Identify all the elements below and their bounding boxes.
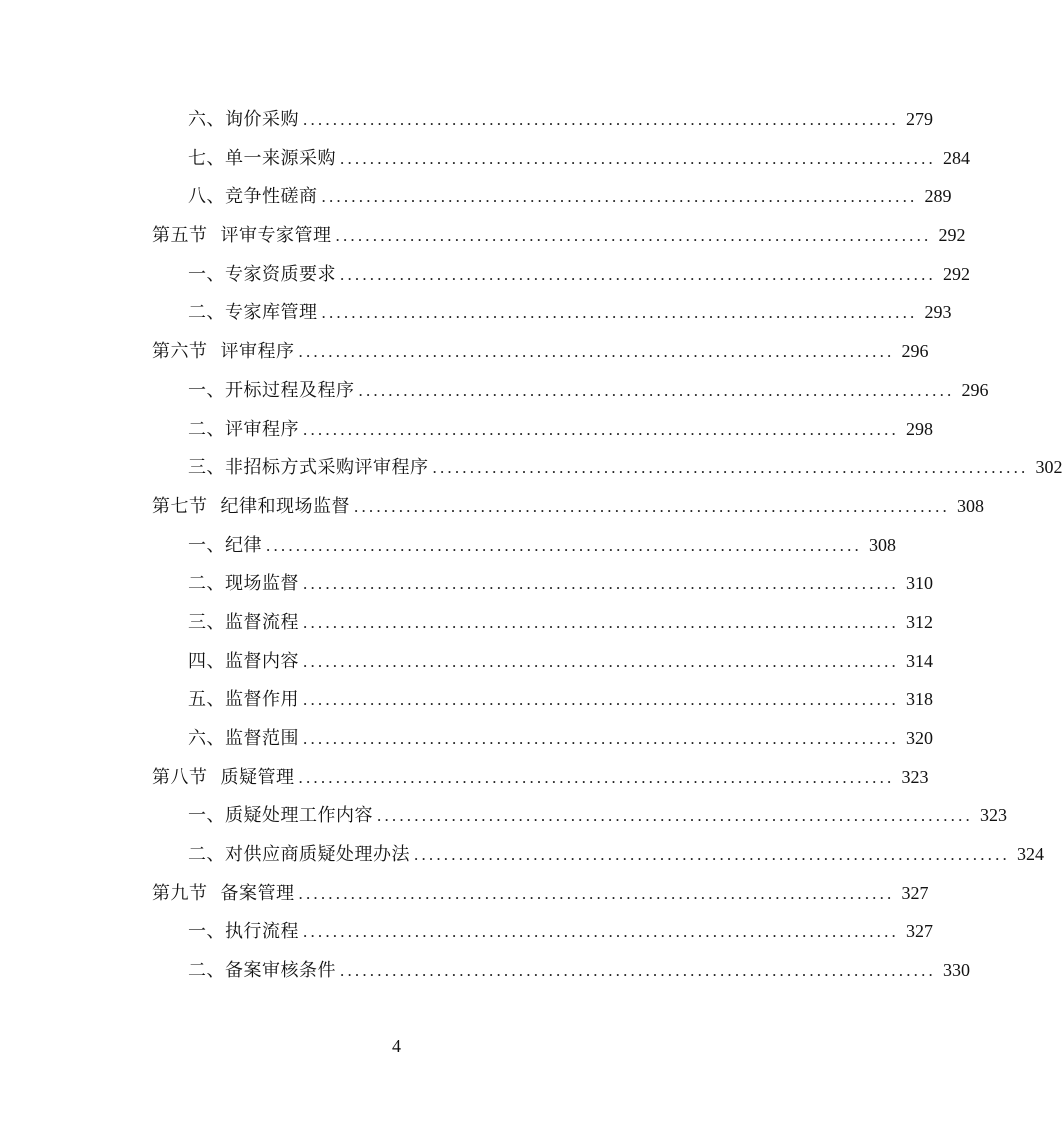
toc-entry-label: 监督作用 bbox=[225, 689, 299, 711]
toc-entry-title bbox=[188, 797, 373, 836]
toc-entry-number: 第五节 bbox=[152, 225, 208, 247]
toc-entry-number: 一、 bbox=[188, 379, 225, 401]
toc-entry-page: 296 bbox=[901, 341, 929, 362]
toc-entry[interactable] bbox=[152, 835, 1044, 874]
toc-entry-page: 308 bbox=[869, 534, 896, 555]
toc-entry-page: 308 bbox=[957, 495, 984, 516]
toc-entry-page: 310 bbox=[906, 573, 933, 594]
toc-entry[interactable] bbox=[152, 371, 989, 410]
toc-leader-dots: ................................................................................ bbox=[303, 612, 899, 632]
toc-entry-number: 第六节 bbox=[152, 341, 208, 363]
toc-entry-label: 质疑管理 bbox=[220, 766, 295, 788]
toc-entry-page: 296 bbox=[961, 379, 989, 400]
toc-entry-page: 298 bbox=[906, 418, 933, 439]
toc-section-entry[interactable] bbox=[152, 332, 929, 371]
toc-entry[interactable] bbox=[152, 719, 933, 758]
toc-entry-title bbox=[188, 913, 299, 952]
toc-entry-title bbox=[152, 488, 350, 527]
toc-entry-label: 执行流程 bbox=[225, 921, 299, 943]
toc-entry[interactable] bbox=[152, 448, 1063, 487]
toc-entry-label: 评审专家管理 bbox=[220, 225, 332, 247]
toc-leader-dots: ................................................................................ bbox=[303, 419, 899, 439]
toc-leader-dots: ................................................................................ bbox=[303, 690, 899, 710]
toc-entry-number: 第九节 bbox=[152, 882, 208, 904]
toc-leader-dots: ................................................................................ bbox=[377, 806, 973, 826]
toc-entry-label: 专家资质要求 bbox=[225, 263, 336, 285]
toc-entry-label: 监督范围 bbox=[225, 728, 299, 749]
toc-leader-dots: ................................................................................ bbox=[303, 651, 899, 671]
toc-entry-label: 监督流程 bbox=[225, 611, 299, 633]
toc-leader-dots: ................................................................................ bbox=[340, 264, 936, 284]
toc-entry-number: 五、 bbox=[188, 689, 225, 711]
toc-entry-label: 监督内容 bbox=[225, 650, 299, 672]
toc-entry-page: 314 bbox=[906, 650, 933, 671]
toc-entry-title bbox=[188, 643, 299, 682]
toc-entry[interactable] bbox=[152, 680, 933, 719]
table-of-contents bbox=[152, 100, 1063, 990]
toc-entry-number: 四、 bbox=[188, 650, 225, 672]
toc-entry-number: 第八节 bbox=[152, 766, 208, 788]
toc-entry[interactable] bbox=[152, 255, 970, 294]
toc-entry-page: 323 bbox=[901, 766, 929, 787]
toc-entry-title bbox=[188, 952, 336, 991]
toc-entry-number: 第七节 bbox=[152, 495, 208, 517]
toc-entry-label: 现场监督 bbox=[225, 573, 299, 595]
toc-leader-dots: ................................................................................ bbox=[414, 845, 1010, 865]
toc-entry-title bbox=[188, 720, 299, 759]
toc-entry-number: 七、 bbox=[188, 147, 225, 169]
toc-leader-dots: ................................................................................ bbox=[354, 496, 950, 516]
toc-entry-title bbox=[188, 140, 336, 179]
toc-entry-label: 单一来源采购 bbox=[225, 147, 336, 169]
toc-entry-page: 292 bbox=[943, 263, 970, 284]
toc-entry[interactable] bbox=[152, 642, 933, 681]
toc-entry[interactable] bbox=[152, 293, 952, 332]
toc-leader-dots: ................................................................................ bbox=[340, 961, 936, 981]
toc-entry-page: 330 bbox=[943, 960, 970, 981]
toc-entry-title bbox=[188, 527, 262, 566]
toc-entry-page: 324 bbox=[1017, 844, 1044, 865]
toc-entry-page: 289 bbox=[924, 186, 952, 207]
toc-entry-number: 六、 bbox=[188, 109, 225, 130]
toc-section-entry[interactable] bbox=[152, 216, 966, 255]
toc-entry-title bbox=[188, 449, 429, 488]
toc-entry-page: 323 bbox=[980, 805, 1007, 826]
toc-entry-page: 312 bbox=[906, 611, 933, 632]
toc-entry-number: 二、 bbox=[188, 573, 225, 595]
toc-entry-label: 纪律 bbox=[225, 534, 262, 556]
toc-entry-number: 一、 bbox=[188, 805, 225, 827]
toc-entry-title bbox=[188, 565, 299, 604]
toc-entry-page: 284 bbox=[943, 147, 970, 168]
toc-entry-page: 279 bbox=[906, 109, 933, 129]
toc-entry[interactable] bbox=[152, 139, 970, 178]
toc-section-entry[interactable] bbox=[152, 487, 984, 526]
toc-entry-number: 二、 bbox=[188, 302, 225, 324]
toc-entry[interactable] bbox=[152, 100, 933, 139]
toc-entry[interactable] bbox=[152, 526, 896, 565]
toc-leader-dots: ................................................................................ bbox=[266, 535, 862, 555]
toc-entry-title bbox=[188, 178, 318, 217]
toc-entry-title bbox=[188, 604, 299, 643]
toc-entry[interactable] bbox=[152, 912, 933, 951]
toc-entry-number: 一、 bbox=[188, 921, 225, 943]
toc-entry-label: 纪律和现场监督 bbox=[220, 495, 350, 517]
toc-entry[interactable] bbox=[152, 177, 952, 216]
toc-entry[interactable] bbox=[152, 603, 933, 642]
toc-leader-dots: ................................................................................ bbox=[321, 303, 918, 323]
page-number: 4 bbox=[392, 1036, 401, 1056]
toc-entry-number: 二、 bbox=[188, 844, 225, 866]
toc-entry-title bbox=[188, 256, 336, 295]
toc-section-entry[interactable] bbox=[152, 758, 929, 797]
toc-entry-title bbox=[152, 333, 295, 372]
toc-entry-title bbox=[188, 101, 299, 140]
toc-entry-number: 二、 bbox=[188, 418, 225, 440]
toc-leader-dots: ................................................................................ bbox=[298, 883, 895, 903]
toc-leader-dots: ................................................................................ bbox=[321, 187, 918, 207]
toc-entry-page: 320 bbox=[906, 728, 933, 748]
toc-entry-title bbox=[188, 294, 318, 333]
toc-entry-title bbox=[152, 217, 332, 256]
toc-leader-dots: ................................................................................ bbox=[432, 458, 1029, 478]
toc-entry-page: 293 bbox=[924, 302, 952, 323]
toc-entry-title bbox=[152, 875, 295, 914]
toc-leader-dots: ................................................................................ bbox=[303, 729, 899, 748]
toc-entry-number: 六、 bbox=[188, 728, 225, 749]
toc-entry-page: 318 bbox=[906, 689, 933, 710]
toc-section-entry[interactable] bbox=[152, 874, 929, 913]
toc-entry[interactable] bbox=[152, 796, 1007, 835]
toc-entry-label: 开标过程及程序 bbox=[225, 379, 355, 401]
toc-entry-label: 询价采购 bbox=[225, 109, 299, 130]
toc-leader-dots: ................................................................................ bbox=[298, 767, 895, 787]
toc-leader-dots: ................................................................................ bbox=[298, 342, 895, 362]
toc-entry[interactable] bbox=[152, 564, 933, 603]
toc-entry-title bbox=[152, 759, 295, 798]
toc-leader-dots: ................................................................................ bbox=[303, 922, 899, 942]
toc-entry-title bbox=[188, 411, 299, 450]
toc-entry-label: 竞争性磋商 bbox=[225, 186, 318, 208]
toc-entry-number: 三、 bbox=[188, 611, 225, 633]
toc-entry-label: 备案管理 bbox=[220, 882, 295, 904]
toc-leader-dots: ................................................................................ bbox=[340, 148, 936, 168]
toc-entry-label: 质疑处理工作内容 bbox=[225, 805, 373, 827]
toc-entry-page: 327 bbox=[906, 921, 933, 942]
toc-entry-number: 二、 bbox=[188, 960, 225, 982]
toc-entry[interactable] bbox=[152, 951, 970, 990]
toc-leader-dots: ................................................................................ bbox=[358, 380, 955, 400]
toc-leader-dots: ................................................................................ bbox=[303, 110, 899, 129]
toc-entry-title bbox=[188, 681, 299, 720]
toc-entry-page: 292 bbox=[938, 225, 966, 246]
toc-entry-number: 八、 bbox=[188, 186, 225, 208]
toc-entry-number: 一、 bbox=[188, 534, 225, 556]
toc-entry-label: 非招标方式采购评审程序 bbox=[225, 457, 429, 479]
toc-entry-label: 对供应商质疑处理办法 bbox=[225, 844, 410, 866]
toc-entry-label: 评审程序 bbox=[225, 418, 299, 440]
toc-entry-label: 备案审核条件 bbox=[225, 960, 336, 982]
toc-entry-label: 评审程序 bbox=[220, 341, 295, 363]
toc-entry-number: 一、 bbox=[188, 263, 225, 285]
toc-leader-dots: ................................................................................ bbox=[303, 574, 899, 594]
toc-entry-title bbox=[188, 836, 410, 875]
toc-entry-label: 专家库管理 bbox=[225, 302, 318, 324]
toc-entry[interactable] bbox=[152, 410, 933, 449]
toc-entry-title bbox=[188, 372, 355, 411]
toc-entry-number: 三、 bbox=[188, 457, 225, 479]
toc-entry-page: 302 bbox=[1035, 457, 1063, 478]
toc-entry-page: 327 bbox=[901, 882, 929, 903]
toc-leader-dots: ................................................................................ bbox=[335, 226, 932, 246]
